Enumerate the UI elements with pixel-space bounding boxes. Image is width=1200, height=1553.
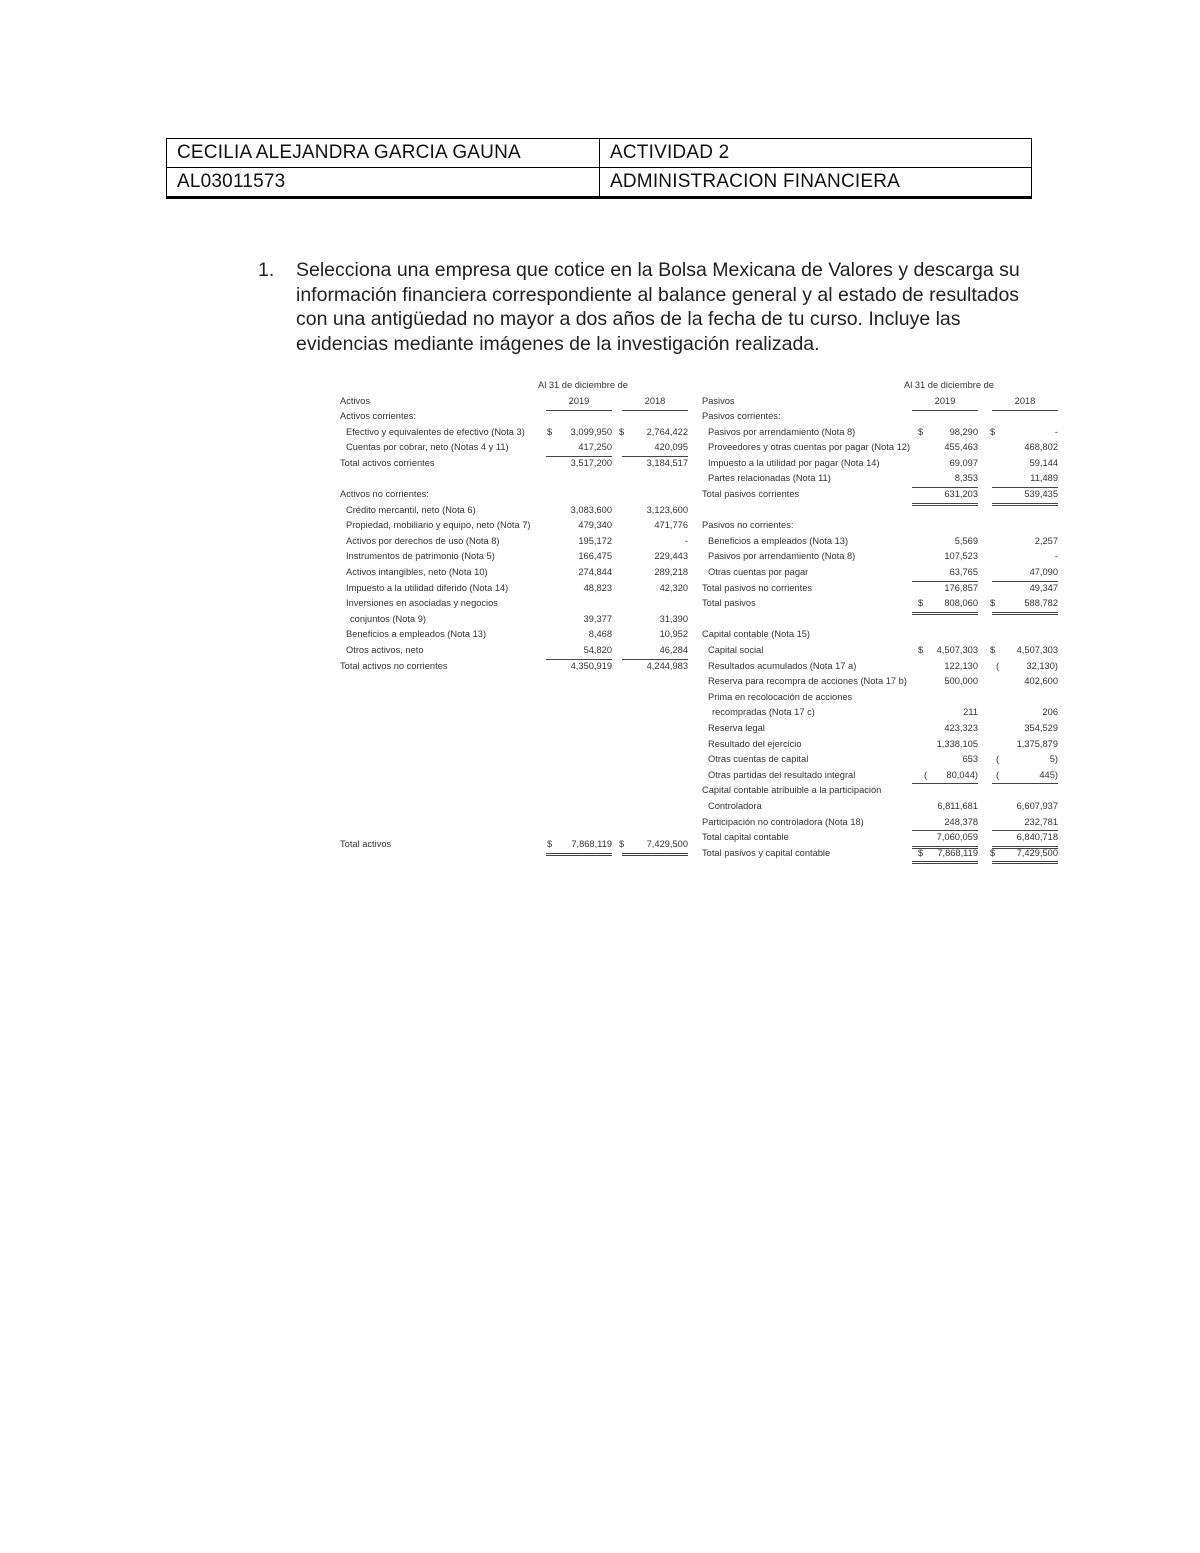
value-2019: 8,468 <box>588 629 612 640</box>
left-year-2019: 2019 <box>546 394 612 411</box>
value-2018: 4,507,303 <box>1016 645 1058 655</box>
open-paren: ( <box>996 754 1000 765</box>
row-label: Capital contable (Nota 15) <box>702 629 811 640</box>
row-label: Activos no corrientes: <box>340 489 429 499</box>
row-label: Beneficios a empleados (Nota 13) <box>708 535 849 546</box>
student-id: AL03011573 <box>167 168 600 198</box>
right-row <box>702 752 1062 768</box>
value-2019: 1,338,105 <box>936 738 978 749</box>
dollar-sign: $ <box>918 847 924 858</box>
value-2018: 445) <box>992 768 1058 785</box>
row-label: Participación no controladora (Nota 18) <box>702 816 864 827</box>
value-2018: - <box>684 535 688 546</box>
left-section-title: Activos <box>340 396 370 406</box>
right-section-title: Pasivos <box>702 396 735 406</box>
row-label: Otras partidas del resultado integral <box>708 769 856 780</box>
value-2018: 206 <box>1042 707 1058 718</box>
row-label: Total pasivos <box>702 598 756 609</box>
value-2018: 4,244,983 <box>646 660 688 671</box>
left-row <box>340 503 690 519</box>
value-2018: 3,123,600 <box>646 504 688 515</box>
value-2019: 455,463 <box>944 442 978 453</box>
value-2018: - <box>1054 426 1058 437</box>
value-2018: 3,184,517 <box>646 457 688 468</box>
left-row <box>340 612 690 628</box>
value-2018: 5) <box>1049 754 1058 765</box>
row-label: Activos por derechos de uso (Nota 8) <box>346 535 500 546</box>
dollar-sign: $ <box>619 839 625 849</box>
dollar-sign: $ <box>547 839 553 849</box>
value-2018: 229,443 <box>654 551 688 562</box>
value-2019: 500,000 <box>944 676 978 687</box>
row-label: Proveedores y otras cuentas por pagar (Nota 12) <box>708 442 911 453</box>
right-row <box>702 503 1062 519</box>
left-row <box>340 837 690 853</box>
dollar-sign: $ <box>547 426 553 437</box>
value-2019: 166,475 <box>578 551 612 562</box>
right-row <box>702 440 1062 456</box>
right-row <box>702 487 1062 503</box>
right-row <box>702 705 1062 721</box>
value-2019: 7,868,119 <box>546 837 612 856</box>
balance-sheet-image <box>340 376 1062 856</box>
row-label: Beneficios a empleados (Nota 13) <box>346 629 487 640</box>
dollar-sign: $ <box>918 645 924 655</box>
value-2018: 59,144 <box>1029 457 1058 468</box>
row-label: Total capital contable <box>702 832 789 843</box>
dollar-sign: $ <box>990 598 996 609</box>
right-row <box>702 737 1062 753</box>
value-2019: 98,290 <box>949 426 978 437</box>
right-row <box>702 659 1062 675</box>
value-2019: 211 <box>963 707 978 718</box>
value-2019: 8,353 <box>912 471 978 488</box>
value-2019: 69,097 <box>949 457 978 468</box>
right-row <box>702 783 1062 799</box>
row-label: Pasivos por arrendamiento (Nota 8) <box>708 426 856 437</box>
instruction-text: Selecciona una empresa que cotice en la Bolsa Mexicana de Valores y descarga su información financiera correspondiente al balance general y al estado de resultados con una antigüedad no mayor a dos años de la fecha de tu curso. Incluye las evidencias mediante imágenes de la investigación realizada. <box>296 259 1020 355</box>
value-2018: 2,257 <box>1034 535 1058 546</box>
row-label: Crédito mercantil, neto (Nota 6) <box>346 504 476 515</box>
row-label: Pasivos por arrendamiento (Nota 8) <box>708 551 856 562</box>
row-label: Cuentas por cobrar, neto (Notas 4 y 11) <box>346 442 509 453</box>
row-label: Reserva para recompra de acciones (Nota 17 b) <box>708 676 907 687</box>
value-2019: 6,811,681 <box>937 801 978 811</box>
instruction-item <box>258 258 1048 356</box>
value-2018: 6,607,937 <box>1016 801 1058 811</box>
row-label: Pasivos corrientes: <box>702 411 781 421</box>
value-2019: 107,523 <box>944 551 978 562</box>
left-row <box>340 565 690 581</box>
open-paren: ( <box>924 769 928 780</box>
value-2018: 32,130) <box>1026 660 1058 671</box>
row-label: Resultados acumulados (Nota 17 a) <box>708 660 857 671</box>
row-label: Activos corrientes: <box>340 411 416 421</box>
row-label: Total activos <box>340 839 392 849</box>
row-label: Total pasivos y capital contable <box>702 847 831 858</box>
left-row <box>340 627 690 643</box>
right-row <box>702 815 1062 831</box>
right-row <box>702 471 1062 487</box>
value-2019: 4,507,303 <box>936 645 978 655</box>
value-2019: 54,820 <box>546 643 612 660</box>
left-row <box>340 596 690 612</box>
right-row <box>702 596 1062 612</box>
list-number: 1. <box>258 259 275 281</box>
left-row <box>340 581 690 597</box>
right-row <box>702 549 1062 565</box>
right-row <box>702 846 1062 862</box>
value-2018: 7,429,500 <box>992 846 1058 865</box>
value-2019: 4,350,919 <box>570 660 612 671</box>
value-2019: 7,060,059 <box>912 830 978 849</box>
value-2018: 11,489 <box>992 471 1058 488</box>
value-2019: 195,172 <box>578 535 612 546</box>
value-2019: 808,060 <box>912 596 978 615</box>
value-2018: 7,429,500 <box>622 837 688 856</box>
right-row <box>702 830 1062 846</box>
value-2019: 653 <box>962 754 978 765</box>
value-2018: 49,347 <box>1029 582 1058 593</box>
left-row <box>340 534 690 550</box>
row-label: Controladora <box>708 801 762 811</box>
value-2018: 588,782 <box>992 596 1058 615</box>
value-2018: 539,435 <box>992 487 1058 506</box>
value-2018: 471,776 <box>654 520 688 531</box>
left-row <box>340 518 690 534</box>
value-2018: 289,218 <box>654 567 688 577</box>
value-2019: 7,868,119 <box>912 846 978 865</box>
right-row <box>702 643 1062 659</box>
student-name: CECILIA ALEJANDRA GARCIA GAUNA <box>167 139 600 168</box>
left-row <box>340 440 690 456</box>
row-label: Total pasivos no corrientes <box>702 582 813 593</box>
value-2018: 468,802 <box>1024 442 1058 453</box>
dollar-sign: $ <box>918 426 924 437</box>
value-2018: 420,095 <box>622 440 688 457</box>
value-2018: 2,764,422 <box>646 426 688 437</box>
right-row <box>702 425 1062 441</box>
row-label: recompradas (Nota 17 c) <box>712 707 815 718</box>
value-2019: 248,378 <box>912 815 978 832</box>
left-row <box>340 487 690 503</box>
activity-title: ACTIVIDAD 2 <box>600 139 1032 168</box>
left-row <box>340 409 690 425</box>
value-2018: 47,090 <box>992 565 1058 582</box>
row-label: Capital social <box>708 645 764 655</box>
row-label: Impuesto a la utilidad diferido (Nota 14) <box>346 582 509 593</box>
value-2019: 3,083,600 <box>570 504 612 515</box>
right-row <box>702 768 1062 784</box>
row-label: Total pasivos corrientes <box>702 489 800 499</box>
value-2019: 122,130 <box>944 660 978 671</box>
row-label: Prima en recolocación de acciones <box>708 691 853 702</box>
course-name: ADMINISTRACION FINANCIERA <box>600 168 1032 198</box>
row-label: Resultado del ejercicio <box>708 738 802 749</box>
row-label: Reserva legal <box>708 723 765 733</box>
value-2018: - <box>1054 551 1058 562</box>
row-label: Otras cuentas de capital <box>708 754 809 765</box>
dollar-sign: $ <box>990 847 996 858</box>
value-2019: 631,203 <box>912 487 978 506</box>
value-2018: 10,952 <box>659 629 688 640</box>
right-period-header: Al 31 de diciembre de <box>904 380 994 390</box>
value-2018: 42,320 <box>659 582 688 593</box>
value-2019: 176,857 <box>944 582 978 593</box>
row-label: Partes relacionadas (Nota 11) <box>708 473 831 484</box>
value-2019: 417,250 <box>546 440 612 457</box>
row-label: Total activos corrientes <box>340 457 435 468</box>
value-2019: 63,765 <box>912 565 978 582</box>
right-row <box>702 612 1062 628</box>
value-2018: 6,840,718 <box>992 830 1058 849</box>
right-row <box>702 799 1062 815</box>
right-row <box>702 409 1062 425</box>
value-2019: 80,044) <box>912 768 978 785</box>
row-label: Efectivo y equivalentes de efectivo (Nota 3) <box>346 426 525 437</box>
open-paren: ( <box>996 769 1000 780</box>
value-2019: 48,823 <box>583 582 612 593</box>
value-2019: 479,340 <box>578 520 612 531</box>
row-label: Propiedad, mobiliario y equipo, neto (Nota 7) <box>346 520 531 531</box>
left-row <box>340 549 690 565</box>
value-2019: 39,377 <box>583 613 612 624</box>
right-row <box>702 674 1062 690</box>
dollar-sign: $ <box>918 598 924 609</box>
right-year-2019: 2019 <box>912 394 978 411</box>
left-row <box>340 456 690 472</box>
row-label: Pasivos no corrientes: <box>702 520 794 531</box>
open-paren: ( <box>996 660 1000 671</box>
right-row <box>702 721 1062 737</box>
right-year-2018: 2018 <box>992 394 1058 411</box>
value-2018: 402,600 <box>1024 676 1058 687</box>
value-2018: 232,781 <box>992 815 1058 832</box>
dollar-sign: $ <box>619 426 625 437</box>
header-table <box>166 138 1032 199</box>
row-label: Capital contable atribuible a la participación <box>702 785 882 796</box>
left-year-2018: 2018 <box>622 394 688 411</box>
value-2018: 1,375,879 <box>1016 738 1058 749</box>
row-label: Total activos no corrientes <box>340 660 448 671</box>
right-row <box>702 581 1062 597</box>
value-2018: 354,529 <box>1024 723 1058 733</box>
left-row <box>340 643 690 659</box>
row-label: Impuesto a la utilidad por pagar (Nota 14) <box>708 457 880 468</box>
value-2019: 5,569 <box>954 535 978 546</box>
row-label: Otras cuentas por pagar <box>708 567 809 577</box>
row-label: Inversiones en asociadas y negocios <box>346 598 498 609</box>
left-period-header: Al 31 de diciembre de <box>538 380 628 390</box>
right-row <box>702 565 1062 581</box>
row-label: Activos intangibles, neto (Nota 10) <box>346 567 488 577</box>
row-label: conjuntos (Nota 9) <box>350 613 426 624</box>
right-row <box>702 534 1062 550</box>
right-row <box>702 456 1062 472</box>
row-label: Instrumentos de patrimonio (Nota 5) <box>346 551 495 562</box>
left-row <box>340 471 690 487</box>
left-row <box>340 659 690 675</box>
right-row <box>702 518 1062 534</box>
value-2018: 31,390 <box>659 613 688 624</box>
value-2019: 3,099,950 <box>570 426 612 437</box>
dollar-sign: $ <box>990 426 996 437</box>
row-label: Otros activos, neto <box>346 645 424 655</box>
left-row <box>340 425 690 441</box>
value-2019: 274,844 <box>578 567 612 577</box>
dollar-sign: $ <box>990 645 996 655</box>
right-row <box>702 627 1062 643</box>
right-row <box>702 690 1062 706</box>
value-2018: 46,284 <box>622 643 688 660</box>
value-2019: 3,517,200 <box>570 457 612 468</box>
value-2019: 423,323 <box>944 723 978 733</box>
